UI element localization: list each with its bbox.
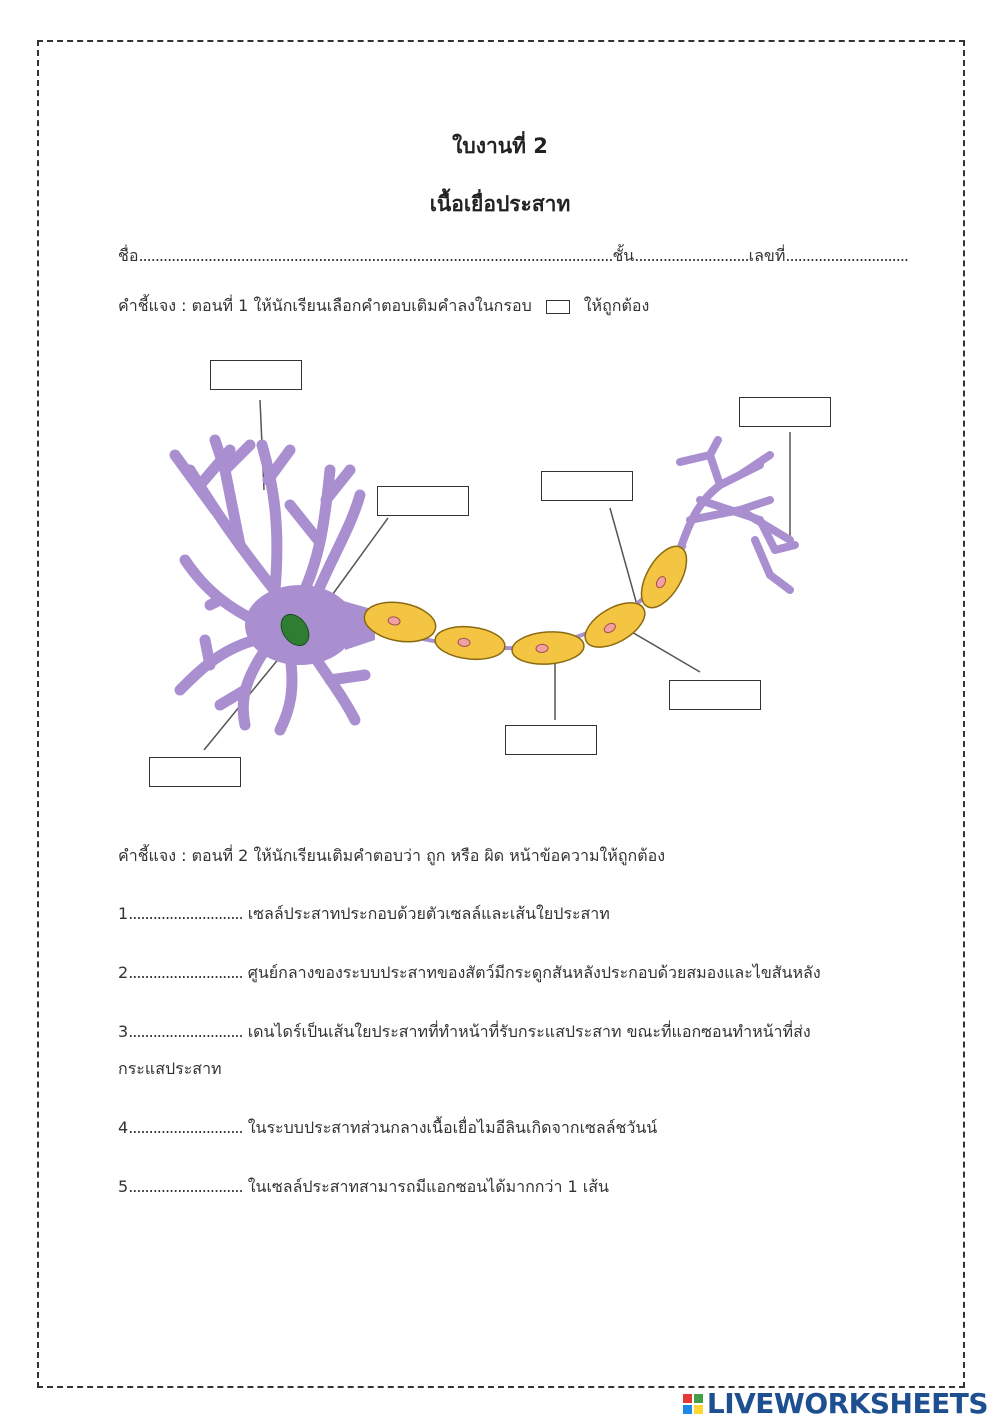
axon-terminals <box>680 440 795 590</box>
statement-number: 5 <box>118 1177 129 1196</box>
statement-text: ศูนย์กลางของระบบประสาทของสัตว์มีกระดูกสันหลังประกอบด้วยสมองและไขสันหลัง <box>247 963 821 982</box>
answer-blank[interactable]: ............................ <box>128 1022 243 1041</box>
answer-blank[interactable]: ............................ <box>128 1118 243 1137</box>
liveworksheets-logo <box>683 1387 988 1420</box>
statement-text: เดนไดร์เป็นเส้นใยประสาทที่ทำหน้าที่รับกระแสประสาท ขณะที่แอกซอนทำหน้าที่ส่ง <box>247 1022 811 1041</box>
worksheet-subtitle: เนื้อเยื่อประสาท <box>429 192 571 216</box>
worksheet-title: ใบงานที่ 2 <box>452 134 548 158</box>
statement-item <box>118 902 610 927</box>
statement-text: เซลล์ประสาทประกอบด้วยตัวเซลล์และเส้นใยประสาท <box>247 904 610 923</box>
statement-item <box>118 961 821 986</box>
part1-instruction-text: คำชี้แจง : ตอนที่ 1 ให้นักเรียนเลือกคำตอบเติมคำลงในกรอบ <box>118 296 532 315</box>
statement-number: 4 <box>118 1118 129 1137</box>
statement-item <box>118 1175 609 1200</box>
name-label: ชื่อ <box>118 246 139 265</box>
label-box-myelin-sheath[interactable] <box>505 725 597 755</box>
label-box-axon-terminal[interactable] <box>739 397 831 427</box>
myelin-sheaths <box>361 539 695 666</box>
number-label: เลขที่ <box>748 246 786 265</box>
label-box-dendrite[interactable] <box>210 360 302 390</box>
answer-blank[interactable]: ............................ <box>128 963 243 982</box>
statement-item <box>118 1020 811 1045</box>
statement-number: 3 <box>118 1022 129 1041</box>
part2-instruction: คำชี้แจง : ตอนที่ 2 ให้นักเรียนเติมคำตอบว่า ถูก หรือ ผิด หน้าข้อความให้ถูกต้อง <box>118 846 666 865</box>
statement-continuation: กระแสประสาท <box>118 1059 222 1078</box>
statement-item <box>118 1116 657 1141</box>
class-blank[interactable]: ............................ <box>634 246 749 265</box>
answer-blank[interactable]: ............................ <box>128 904 243 923</box>
leader-line-node <box>610 508 637 605</box>
schwann-cell-nucleus <box>536 644 549 653</box>
label-box-schwann-cell[interactable] <box>669 680 761 710</box>
dendrites <box>175 440 365 730</box>
label-box-node-of-ranvier[interactable] <box>541 471 633 501</box>
statement-text: ในระบบประสาทส่วนกลางเนื้อเยื่อไมอีลินเกิดจากเซลล์ชวันน์ <box>247 1118 658 1137</box>
statement-number: 2 <box>118 963 129 982</box>
part1-instruction-end: ให้ถูกต้อง <box>583 296 650 315</box>
statement-number: 1 <box>118 904 129 923</box>
cell-body <box>175 440 375 730</box>
label-box-nucleus[interactable] <box>149 757 241 787</box>
answer-blank[interactable]: ............................ <box>128 1177 243 1196</box>
name-blank[interactable]: .................................................................................................................... <box>138 246 613 265</box>
logo-icon <box>683 1394 703 1414</box>
class-label: ชั้น <box>612 246 635 265</box>
statement-text: ในเซลล์ประสาทสามารถมีแอกซอนได้มากกว่า 1 เส้น <box>247 1177 609 1196</box>
logo-text: LIVEWORKSHEETS <box>706 1387 988 1420</box>
leader-line-schwann <box>625 628 700 672</box>
label-box-cell-body[interactable] <box>377 486 469 516</box>
number-blank[interactable]: .............................. <box>785 246 908 265</box>
